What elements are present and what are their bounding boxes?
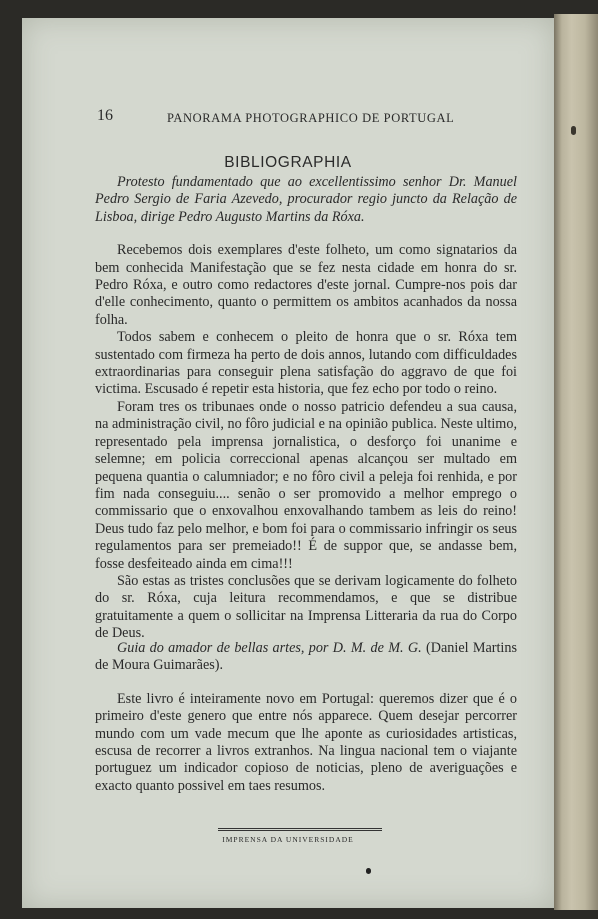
entry-1-paragraph: São estas as tristes conclusões que se derivam logicamente do folheto do sr. Róxa, cuja leitura recommendamos, e que se distribue gratuitamente a quem o sollicitar na Imprensa Litteraria da rua do Corpo de Deus. (95, 572, 517, 642)
entry-2-title-author: (Daniel Martins de Moura Guimarães). (95, 640, 517, 674)
ink-spot (571, 126, 576, 135)
section-title: BIBLIOGRAPHIA (224, 154, 352, 171)
entry-1 (95, 174, 517, 643)
printer-imprint: IMPRENSA DA UNIVERSIDADE (222, 835, 354, 844)
page-number: 16 (97, 107, 113, 124)
book-page (22, 18, 554, 908)
running-head: PANORAMA PHOTOGRAPHICO DE PORTUGAL (167, 111, 455, 125)
page-header (97, 108, 517, 128)
entry-1-paragraph: Todos sabem e conhecem o pleito de honra que o sr. Róxa tem sustentado com firmeza ha perto de dois annos, lutando com difficuldades extraordinarias para conseguir plena satisfação do aggravo de que foi victima. Escusado é repetir esta historia, que fez echo por todo o reino. (95, 329, 517, 398)
entry-1-paragraph: Recebemos dois exemplares d'este folheto, um como signatarios da bem conhecida Manifestação que se fez nesta cidade em honra do sr. Pedro Róxa, e outro como redactores d'este jornal. Cumpre-nos pois dar d'elle conhecimento, quanto o permittem os ambitos acanhados da nossa folha. (95, 242, 517, 328)
entry-1-title: Protesto fundamentado que ao excellentissimo senhor Dr. Manuel Pedro Sergio de Faria Azevedo, procurador regio juncto da Relação de Lisboa, dirige Pedro Augusto Martins da Róxa. (95, 174, 517, 225)
footer-rule (218, 828, 382, 831)
entry-1-paragraph: Foram tres os tribunaes onde o nosso patricio defendeu a sua causa, na administração civil, no fôro judicial e na opinião publica. Neste ultimo, representado pela imprensa jornalistica, o desforço foi unanime e selemne; em policia correccional apenas alcançou ser multado em pequena quantia o calumniador; e no fôro civil a peleja foi renhida, e por fim nada conseguiu.... senão o ser promovido a melhor emprego o commissario que o enxovalhou enxovalhando tambem as leis do reino! Deus tudo faz pelo melhor, e bom foi para o commissario infringir os seus regulamentos para ser premeiado!! É de suppor que, se andasse bem, fosse desfeiteado ainda em cima!!! (95, 398, 517, 572)
adjacent-page-edge (554, 14, 598, 910)
entry-2 (95, 640, 517, 795)
entry-2-paragraph: Este livro é inteiramente novo em Portugal: queremos dizer que é o primeiro d'este genero que entre nós apparece. Quem desejar percorrer mundo com um vade mecum que lhe aponte as curiosidades artisticas, escusa de recorrer a livros extranhos. Na lingua nacional tem o viajante portuguez um indicador copioso de noticias, pleno de averiguações e exacto quanto possivel em taes resumos. (95, 690, 517, 794)
entry-2-title (95, 640, 517, 675)
entry-2-title-italic: Guia do amador de bellas artes, por D. M. de M. G. (117, 640, 422, 656)
ink-dot (366, 868, 371, 874)
